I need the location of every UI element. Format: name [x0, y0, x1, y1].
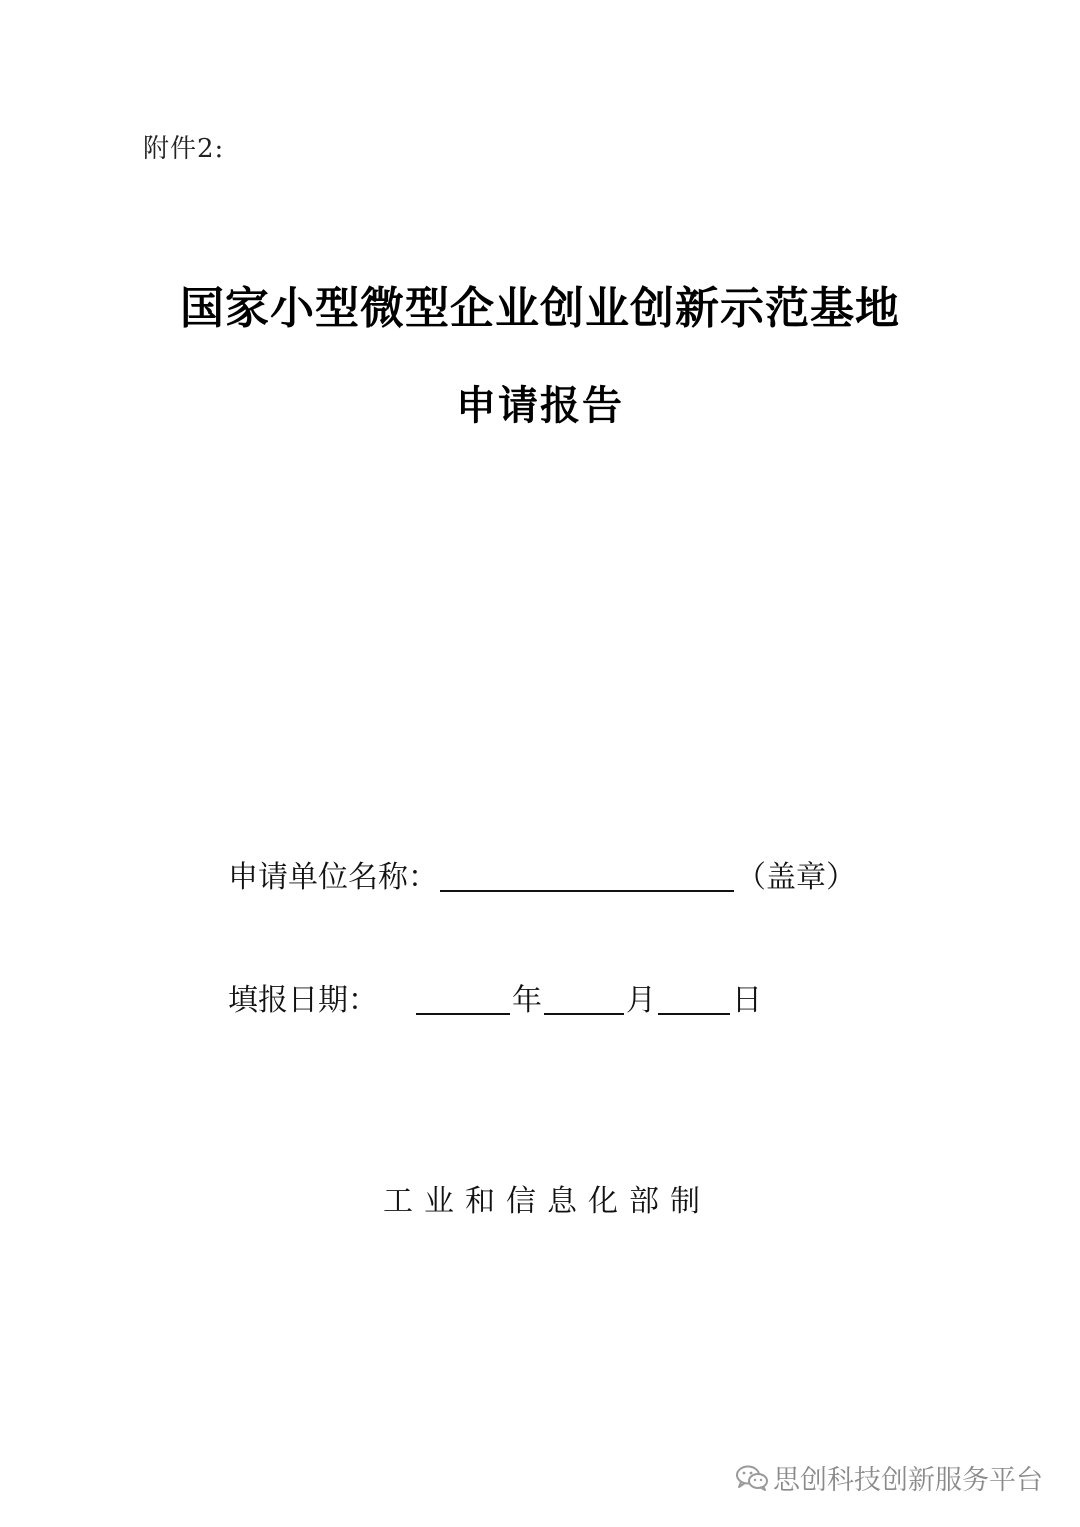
fill-date-label: 填报日期： — [228, 983, 378, 1018]
month-unit: 月 — [626, 983, 656, 1018]
attachment-label: 附件2: — [143, 134, 225, 164]
year-blank — [416, 979, 510, 1015]
document-title: 国家小型微型企业创业创新示范基地 — [180, 283, 900, 334]
wechat-icon — [735, 1464, 769, 1492]
day-blank — [658, 979, 730, 1015]
watermark — [735, 1458, 1043, 1497]
seal-note: （盖章） — [736, 860, 856, 895]
applicant-name-blank — [440, 856, 734, 892]
applicant-name-label: 申请单位名称： — [228, 860, 438, 895]
applicant-name-row — [228, 852, 856, 896]
month-blank — [544, 979, 624, 1015]
year-unit: 年 — [512, 983, 542, 1018]
day-unit: 日 — [732, 983, 762, 1018]
watermark-text: 思创科技创新服务平台 — [773, 1465, 1043, 1496]
fill-date-row — [228, 975, 762, 1019]
document-subtitle: 申请报告 — [456, 383, 624, 429]
issuer-line: 工业和信息化部制 — [383, 1184, 711, 1219]
